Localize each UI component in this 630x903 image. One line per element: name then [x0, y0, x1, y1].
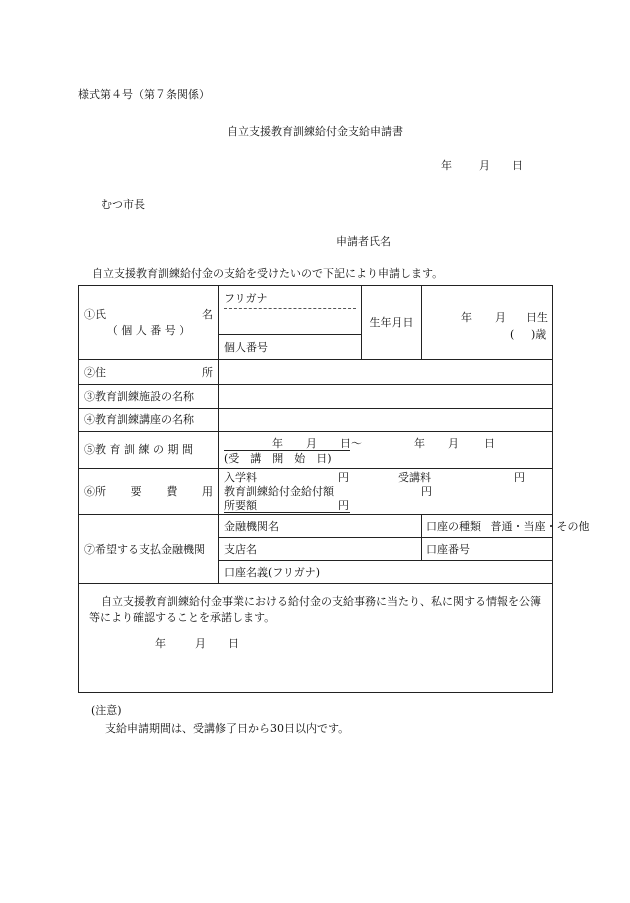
start-date-note: (受 講 開 始 日)	[224, 451, 332, 465]
addressee: むつ市長	[101, 198, 145, 211]
personal-number-cell[interactable]	[219, 335, 362, 360]
account-type-cell[interactable]	[422, 515, 590, 538]
notes-title: (注意)	[91, 704, 122, 717]
address-input-cell[interactable]	[219, 360, 553, 385]
personal-number-field-label: 個人番号	[224, 340, 268, 354]
total-cost-yen: 円	[338, 499, 349, 513]
period-cell[interactable]	[219, 431, 553, 468]
address-label-1: ②住	[84, 365, 106, 379]
bank-label-cell	[79, 515, 219, 584]
tuition-fee-label: 受講料	[398, 471, 431, 485]
application-table	[78, 285, 590, 693]
period-month-2: 月	[448, 436, 459, 450]
cost-label-3: 費	[166, 484, 178, 498]
period-year-2: 年	[414, 436, 425, 450]
form-number: 様式第４号（第７条関係）	[78, 88, 210, 101]
furigana-label: フリガナ	[224, 291, 356, 308]
date-month-label: 月	[479, 159, 490, 172]
birth-day-label: 日生	[526, 310, 548, 324]
address-label-2: 所	[202, 365, 213, 379]
facility-label: ③教育訓練施設の名称	[84, 389, 194, 403]
consent-day-label: 日	[228, 637, 239, 651]
cost-label-2: 要	[130, 484, 142, 498]
account-holder-cell[interactable]	[219, 561, 553, 584]
cost-label-1: ⑥所	[84, 484, 106, 498]
bank-label: ⑦希望する支払金融機関	[84, 542, 205, 556]
applicant-name-label: 申請者氏名	[336, 235, 391, 248]
intro-text: 自立支援教育訓練給付金の支給を受けたいので下記により申請します。	[92, 267, 444, 280]
name-label-1: ①氏	[84, 307, 106, 321]
period-day-2: 日	[484, 436, 495, 450]
name-label-2: 名	[202, 307, 213, 321]
period-label-cell	[79, 431, 219, 468]
bank-name-label: 金融機関名	[224, 519, 279, 533]
account-holder-label: 口座名義(フリガナ)	[224, 565, 321, 579]
name-label-cell	[79, 286, 219, 360]
consent-year-label: 年	[155, 637, 166, 651]
branch-name-label: 支店名	[224, 542, 257, 556]
grant-amount-label: 教育訓練給付金給付額	[224, 485, 334, 499]
address-label-cell	[79, 360, 219, 385]
consent-cell[interactable]	[79, 584, 553, 693]
page-title: 自立支援教育訓練給付金支給申請書	[227, 125, 403, 138]
course-input-cell[interactable]	[219, 408, 553, 431]
cost-cell[interactable]	[219, 468, 553, 514]
period-year-1: 年	[272, 436, 283, 450]
birth-date-cell[interactable]	[422, 286, 553, 360]
cost-label-4: 用	[201, 484, 213, 498]
personal-number-label: （ 個 人 番 号 ）	[106, 324, 191, 338]
tuition-fee-yen: 円	[514, 471, 525, 485]
account-type-label: 口座の種類	[426, 519, 481, 533]
course-label-cell	[79, 408, 219, 431]
period-month-1: 月	[306, 436, 317, 450]
admission-fee-label: 入学料	[224, 471, 257, 485]
account-number-label: 口座番号	[426, 542, 470, 556]
birth-date-label-cell	[362, 286, 422, 360]
bank-name-cell[interactable]	[219, 515, 422, 538]
notes-body: 支給申請期間は、受講修了日から30日以内です。	[105, 722, 350, 735]
age-open-paren: (	[510, 327, 515, 341]
period-label: ⑤教 育 訓 練 の 期 間	[84, 443, 193, 457]
total-cost-label: 所要額	[224, 499, 257, 513]
facility-label-cell	[79, 385, 219, 408]
birth-month-label: 月	[495, 310, 506, 324]
period-day-1: 日～	[340, 436, 362, 450]
account-number-cell[interactable]	[422, 538, 553, 561]
admission-fee-yen: 円	[338, 471, 349, 485]
consent-text: 自立支援教育訓練給付金事業における給付金の支給事務に当たり、私に関する情報を公簿等により確認することを承諾します。	[89, 595, 541, 625]
birth-year-label: 年	[461, 310, 472, 324]
age-label: )歳	[531, 327, 547, 341]
date-day-label: 日	[512, 159, 523, 172]
date-year-label: 年	[441, 159, 452, 172]
account-type-options: 普通・当座・その他	[490, 519, 590, 533]
course-label: ④教育訓練講座の名称	[84, 413, 194, 427]
furigana-cell[interactable]	[219, 286, 362, 309]
birth-date-label: 生年月日	[369, 316, 414, 330]
facility-input-cell[interactable]	[219, 385, 553, 408]
consent-month-label: 月	[195, 637, 206, 651]
name-input-cell[interactable]	[219, 309, 362, 335]
grant-amount-yen: 円	[421, 485, 432, 499]
cost-label-cell	[79, 468, 219, 514]
branch-name-cell[interactable]	[219, 538, 422, 561]
